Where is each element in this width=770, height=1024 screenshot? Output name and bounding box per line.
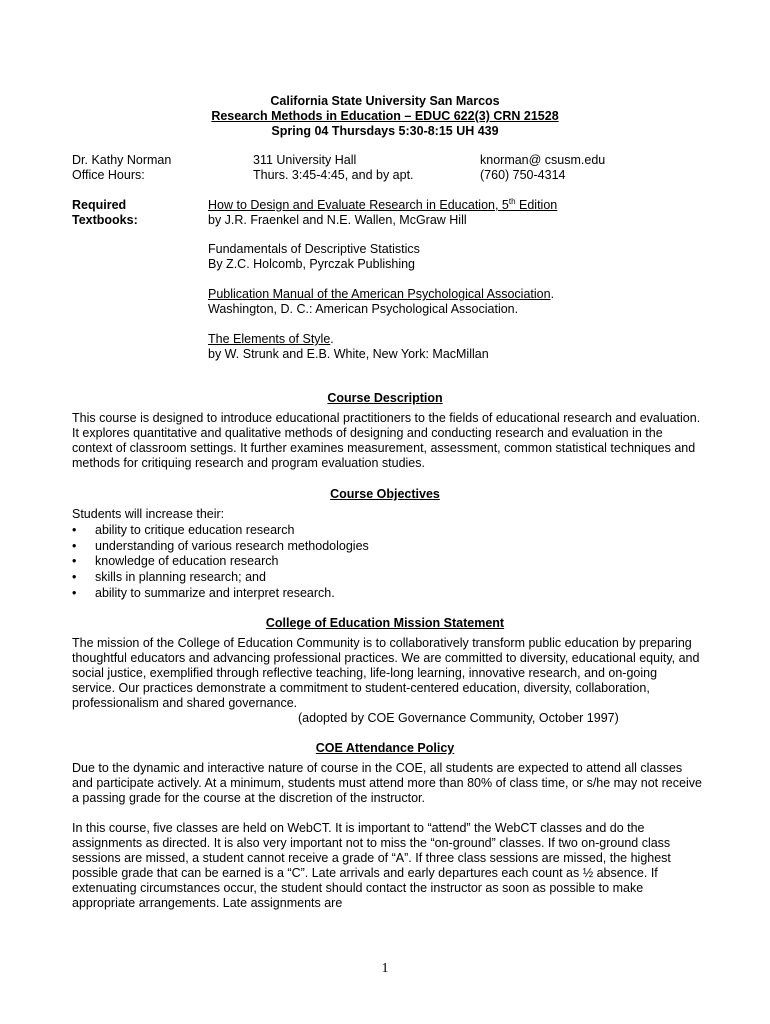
course-schedule: Spring 04 Thursdays 5:30-8:15 UH 439 xyxy=(271,124,499,138)
textbooks-label: Textbooks: xyxy=(72,213,138,227)
office-hours: Thurs. 3:45-4:45, and by apt. xyxy=(253,168,414,182)
objective-item: ability to summarize and interpret research. xyxy=(95,586,335,600)
instructor-phone: (760) 750-4314 xyxy=(480,168,566,182)
bullet-glyph: • xyxy=(72,523,77,537)
mission-adopted-note: (adopted by COE Governance Community, October 1997) xyxy=(298,711,619,725)
textbook-2-title: Fundamentals of Descriptive Statistics xyxy=(208,242,420,256)
textbook-3-publisher: Washington, D. C.: American Psychological Association. xyxy=(208,302,519,316)
attendance-heading: COE Attendance Policy xyxy=(315,741,455,755)
textbook-4-authors: by W. Strunk and E.B. White, New York: MacMillan xyxy=(208,347,489,361)
course-description-body: This course is designed to introduce educational practitioners to the fields of educational research and evaluation. It explores quantitative and qualitative methods of designing and conducting research and evaluation in the context of classroom settings. It further examines measurement, assessment, common statistical techniques and methods for critiquing research and program evaluation studies. xyxy=(72,411,701,470)
university-title: California State University San Marcos xyxy=(270,94,500,108)
bullet-glyph: • xyxy=(72,586,77,600)
textbook-1-title xyxy=(208,198,557,213)
mission-heading: College of Education Mission Statement xyxy=(265,616,505,630)
textbook-4-title-text: The Elements of Style xyxy=(208,332,331,346)
objectives-intro: Students will increase their: xyxy=(72,507,225,521)
attendance-paragraph-1: Due to the dynamic and interactive nature of course in the COE, all students are expected to attend all classes and participate actively. At a minimum, students must attend more than 80% of class time, or s/he may not receive a passing grade for the course at the discretion of the instructor. xyxy=(72,761,702,805)
textbook-4-period: . xyxy=(330,332,334,346)
instructor-email: knorman@ csusm.edu xyxy=(480,153,606,167)
course-title: Research Methods in Education – EDUC 622(3) CRN 21528 xyxy=(211,109,559,123)
instructor-name: Dr. Kathy Norman xyxy=(72,153,172,167)
course-objectives-heading: Course Objectives xyxy=(330,487,440,501)
textbook-1-title-text: How to Design and Evaluate Research in Education, 5 xyxy=(208,198,509,212)
textbook-3-period: . xyxy=(550,287,555,301)
textbook-1-edition-sup: th xyxy=(508,196,516,206)
office-hours-label: Office Hours: xyxy=(72,168,145,182)
page-number: 1 xyxy=(381,961,389,976)
objective-item: knowledge of education research xyxy=(95,554,279,568)
objective-item: understanding of various research methodologies xyxy=(95,539,369,553)
objective-item: ability to critique education research xyxy=(95,523,295,537)
objective-item: skills in planning research; and xyxy=(95,570,266,584)
textbook-3-title xyxy=(208,287,554,302)
bullet-glyph: • xyxy=(72,554,77,568)
textbook-2-authors: By Z.C. Holcomb, Pyrczak Publishing xyxy=(208,257,416,271)
bullet-glyph: • xyxy=(72,539,77,553)
textbook-1-authors: by J.R. Fraenkel and N.E. Wallen, McGraw Hill xyxy=(208,213,467,227)
textbook-1-edition: Edition xyxy=(515,198,558,212)
office-location: 311 University Hall xyxy=(253,153,357,167)
textbook-4-title xyxy=(208,332,334,347)
course-description-heading: Course Description xyxy=(327,391,443,405)
textbooks-label-required: Required xyxy=(72,198,127,212)
attendance-paragraph-2: In this course, five classes are held on WebCT. It is important to “attend” the WebCT classes and do the assignments as directed. It is also very important not to miss the “on-ground” classes. If two on-ground class sessions are missed, a student cannot receive a grade of “A”. If three class sessions are missed, the highest possible grade that can be earned is a “C”. Late arrivals and early departures each count as ½ absence. If extenuating circumstances occur, the student should contact the instructor as soon as possible to make appropriate arrangements. Late assignments are xyxy=(72,821,671,910)
mission-body: The mission of the College of Education Community is to collaboratively transform public education by preparing thoughtful educators and advancing professional practices. We are committed to diversity, educational equity, and social justice, exemplified through reflective teaching, life-long learning, innovative research, and on-going service. Our practices demonstrate a commitment to student-centered education, diversity, collaboration, professionalism and shared governance. xyxy=(72,636,700,710)
textbook-3-title-text: Publication Manual of the American Psychological Association xyxy=(208,287,551,301)
bullet-glyph: • xyxy=(72,570,77,584)
